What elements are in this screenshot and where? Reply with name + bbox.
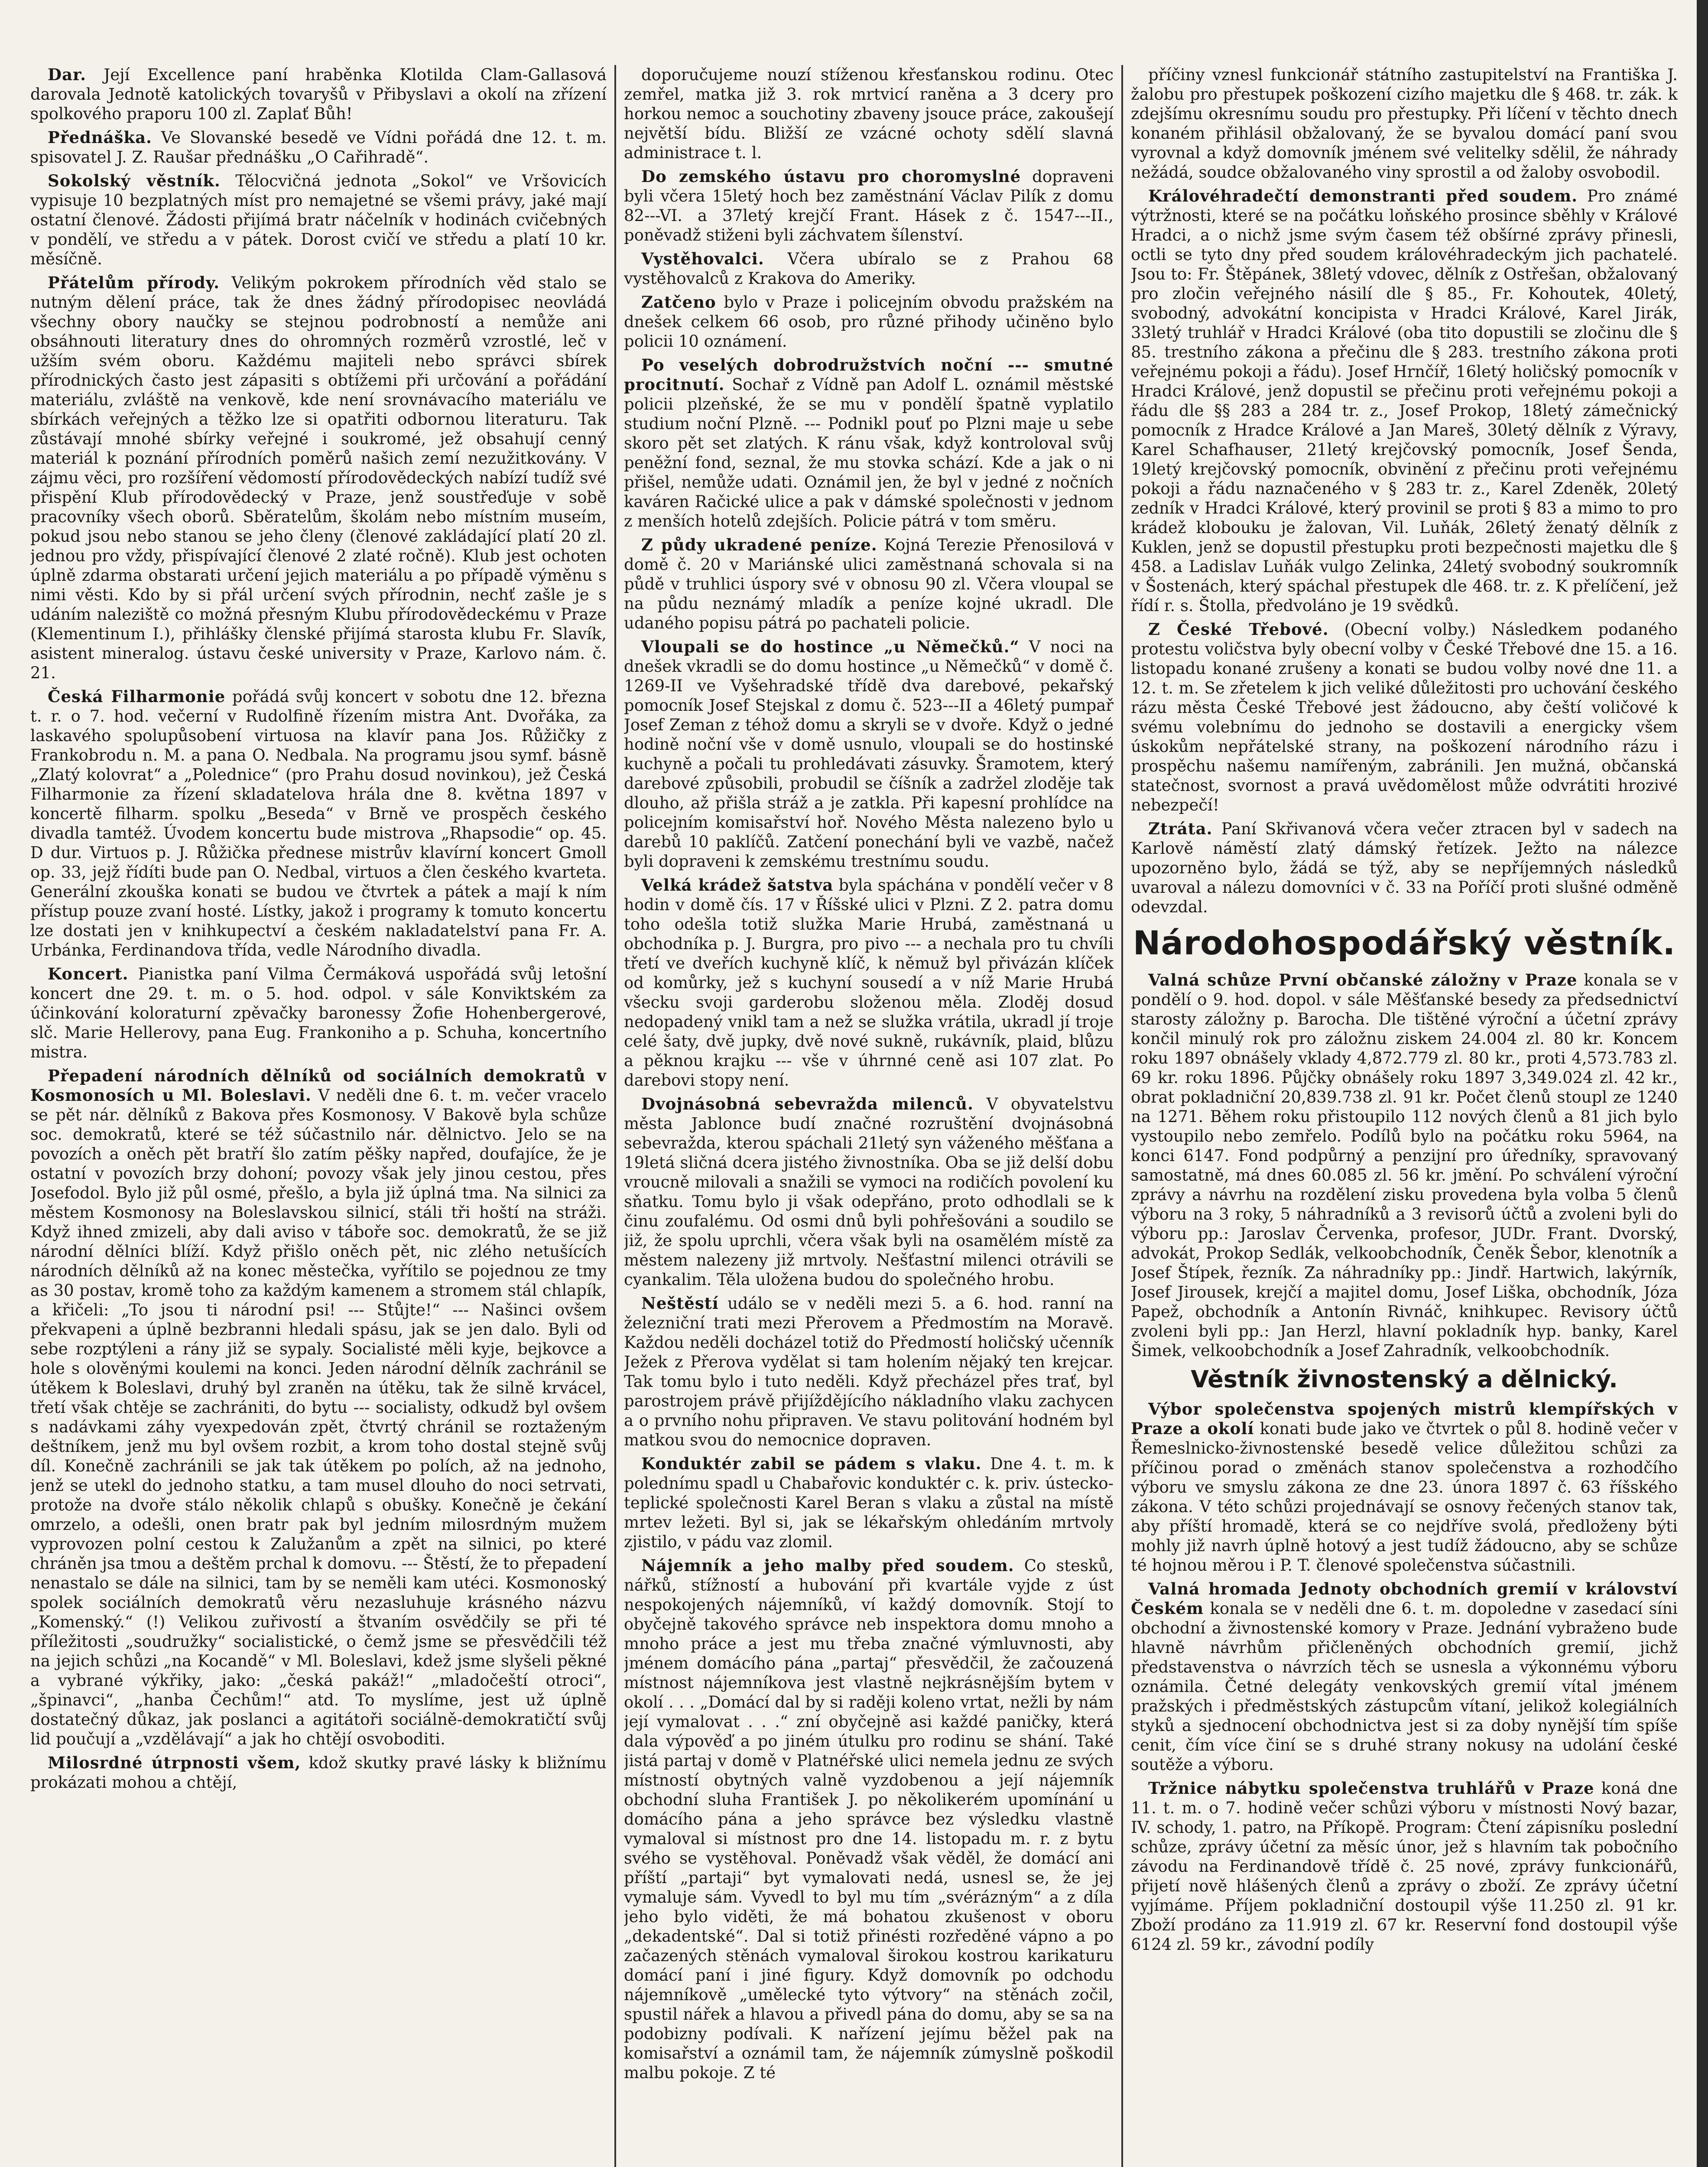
article-title: Vloupali se do hostince „u Němečků.“ bbox=[641, 637, 1020, 656]
article-body: doporučujeme nouzí stíženou křesťanskou rodinu. Otec zemřel, matka již 3. rok mrtvicí raněna a 3 dcery pro horkou nemoc a souchotiny zbaveny jsouce práce, zakoušejí největší bídu. Bližší ze vzácné ochoty sdělí slavná administrace t. l. bbox=[624, 65, 1114, 162]
article-body: dopraveni byli včera 15letý hoch bez zaměstnání Václav Pilík z domu 82---VI. a 37letý krejčí Frant. Hásek z č. 1547---II., poněvadž stiženi byli záchvatem šílenství. bbox=[624, 167, 1114, 244]
article-item bbox=[30, 171, 607, 269]
article-title: Přepadení národních dělníků od sociálních demokratů v Kosmonosích u Ml. Boleslavi. bbox=[30, 1066, 607, 1105]
article-body: Kojná Terezie Přenosilová v domě č. 20 v Mariánské ulici zaměstnaná schovala si na půdě v truhlici úspory své v obnosu 90 zl. Včera vloupal se na půdu neznámý mladík a peníze kojné ukradl. Dle udaného popisu pátrá po pachateli policie. bbox=[624, 536, 1114, 632]
article-body: V neděli dne 6. t. m. večer vracelo se pět nár. dělníků z Bakova přes Kosmonosy. V Bakově byla schůze soc. demokratů, které se též súčastnilo nár. dělnictvo. Jelo se na povozích a oněch pět bratří šlo zatím pěšky napřed, doufajíce, že je ostatní v povozích brzy dohoní; povozy však jely jinou cestou, přes Josefodol. Bylo již půl osmé, přešlo, a byla již úplná tma. Na silnici za městem Kosmonosy na Boleslavskou silnicí, stáli tři hoští na stráži. Když ihned zmizeli, aby dali aviso v táboře soc. demokratů, že se již národní dělníci blíží. Když přišlo oněch pět, nic zlého netušících národních dělníků až na konec městečka, vyřítilo se pojednou ze tmy as 30 postav, kromě toho za každým kamenem a stromem stál chlapík, a křičeli: „To jsou ti národní psi! --- Stůjte!“ --- Našinci ovšem překvapeni a úplně bezbranni hledali spásu, jak se jen dalo. Byli od sebe rozptýleni a rány již se sypaly. Socialisté měli kyje, bejkovce a hole s olověnými koulemi na konci. Jeden národní dělník zachránil se útěkem k Boleslavi, druhý byl zraněn na útěku, tak že silně krvácel, třetí však chtěje se zachrániti, do bytu --- socialisty, odkudž byl ovšem s nadávkami záhy vyexpedován zpět, čtvrtý chránil se roztaženým deštníkem, jenž mu byl ovšem rozbit, a krom toho dostal stejně svůj díl. Konečně zachránili se jak tak útěkem po polích, až na jednoho, jenž se utekl do jednoho statku, a tam musel dlouho do noci setrvati, protože na dvoře stálo několik chlapů s obušky. Konečně je čekání omrzelo, a odešli, onen bratr pak byl jedním milosrdným mužem vyprovozen polní cestou k Zalužanům a zpět na silnici, po které chráněn jsa tmou a deštěm prchal k domovu. --- Štěstí, že to přepadení nenastalo se dále na silnici, tam by se neměli kam utéci. Kosmonoský spolek sociálních demokratů věru nezasluhuje krásného názvu „Komenský.“ (!) Velikou zuřivostí a štvaním osvědčily se při té příležitosti „soudružky“ socialistické, o čemž jsme se přesvědčili též na jejich schůzi „na Kocandě“ v Ml. Boleslavi, kdež jsme slyšeli pěkné a vybrané výkřiky, jako: „česká pakáž!“ „mladočeští otroci“, „špinavci“, „hanba Čechům!“ atd. To myslíme, jest už úplně dostatečný důkaz, jak poslanci a agitátoři sociálně-demokratičtí svůj lid poučují a „vzdělávají“ a jak ho chtějí osvoboditi. bbox=[30, 1086, 607, 1748]
article-item bbox=[30, 273, 607, 683]
section-heading-economy: Národohospodářský věstník. bbox=[1133, 924, 1676, 962]
article-item bbox=[1131, 1399, 1678, 1575]
article-item bbox=[624, 1454, 1114, 1552]
column-3-economy bbox=[1131, 970, 1678, 1360]
article-title: Přátelům přírody. bbox=[48, 273, 220, 292]
article-item bbox=[624, 535, 1114, 633]
article-title: Tržnice nábytku společenstva truhlářů v Praze bbox=[1148, 1779, 1594, 1798]
column-rule bbox=[1121, 65, 1123, 2167]
article-body: konati bude jako ve čtvrtek o půl 8. hodině večer v Řemeslnicko-živnostenské besedě velice důležitou schůzi za příčinou porad o změnách stanov společenstva a rozhodčího výboru ve smyslu zákona ze dne 23. února 1897 č. 63 říšského zákona. V této schůzi projednávají se osnovy řečených stanov tak, aby příští hromadě, která se co nejdříve svolá, předloženy býti mohly již navrh úplně hotový a jest tudíž žádoucno, aby se schůze té hojnou měrou i P. T. členové společenstva súčastnili. bbox=[1131, 1419, 1678, 1575]
article-title: Výbor společenstva spojených mistrů klempířských v Praze a okolí bbox=[1131, 1399, 1678, 1438]
article-body: konala se v pondělí o 9. hod. dopol. v sále Měšťanské besedy za předsednictví starosty záložny p. Barocha. Dle tištěné výroční a účetní zprávy končil minulý rok pro záložnu ziskem 24.004 zl. 80 kr. Koncem roku 1897 obnášely vklady 4,872.779 zl. 80 kr., proti 4,573.783 zl. 69 kr. roku 1896. Půjčky obnášely roku 1897 3,349.024 zl. 42 kr., obrat pokladniční 20,839.738 zl. 91 kr. Počet členů stoupl ze 1240 na 1271. Během roku přistoupilo 112 nových členů a 81 jich bylo vystoupilo nebo zemřelo. Podílů bylo na počátku roku 5964, na konci 6147. Fond podpůrný a penzijní pro úředníky, spravovaný samostatně, má dnes 60.085 zl. 56 kr. jmění. Po schválení výroční zprávy a návrhu na rozdělení zisku provedena byla volba 5 členů výboru na 3 roky, 5 náhradníků a 3 revisorů účtů a zvoleni byli do výboru pp.: Jaroslav Červenka, profesor, JUDr. Frant. Dvorský, advokát, Prokop Sedlák, velkoobchodník, Čeněk Šebor, klenotník a Josef Štípek, řezník. Za náhradníky pp.: Jindř. Hartwich, lakýrník, Josef Jirousek, krejčí a majitel domu, Josef Liška, obchodník, Józa Papež, obchodník a Antonín Rivnáč, knihkupec. Revisory účtů zvoleni byli pp.: Jan Herzl, hlavní pokladník hyp. banky, Karel Šimek, velkoobchodník a Josef Zahradník, velkoobchodník. bbox=[1131, 971, 1678, 1360]
article-item bbox=[624, 293, 1114, 351]
column-2 bbox=[624, 65, 1114, 2167]
article-item bbox=[624, 1094, 1114, 1289]
column-1 bbox=[30, 65, 607, 2167]
article-body: Tělocvičná jednota „Sokol“ ve Vršovicích vypisuje 10 bezplatných míst pro nemajetné se všemi právy, jaké mají ostatní členové. Žádosti přijímá bratr náčelník v hodinách cvičebných v pondělí, ve středu a v pátek. Dorost cvičí ve středu a platí 10 kr. měsíčně. bbox=[30, 172, 607, 268]
article-item bbox=[1131, 186, 1678, 615]
article-title: Konduktér zabil se pádem s vlaku. bbox=[641, 1454, 982, 1473]
article-item bbox=[624, 637, 1114, 871]
article-body: Její Excellence paní hraběnka Klotilda Clam-Gallasová darovala Jednotě katolických tovaryšů v Přibyslavi a okolí na zřízení spolkového praporu 100 zl. Zaplať Bůh! bbox=[30, 65, 607, 123]
article-item bbox=[30, 1753, 607, 1792]
article-item bbox=[1131, 1579, 1678, 1774]
article-body: příčiny vznesl funkcionář státního zastupitelství na Františka J. žalobu pro přestupek poškození cizího majetku dle § 468. tr. zák. k zdejšímu okresnímu soudu pro přestupky. Při líčení v těchto dnech konaném přihlásil obžalovaný, že se byvalou domácí paní svou vyrovnal a když domovník jménem své velitelky sdělil, že náhrady nežádá, soudce obžalovaného viny sprostil a od žaloby osvobodil. bbox=[1131, 65, 1678, 182]
article-body: koná dne 11. t. m. o 7. hodině večer schůzi výboru v místnosti Nový bazar, IV. schody, 1. patro, na Příkopě. Program: Čtení zápisníku poslední schůze, zprávy účetní za měsíc únor, jež s hlavním tak pobočního závodu na Ferdinandově třídě č. 25 nové, zprávy funkcionářů, přijetí nově hlášených členů a zprávy o zboží. Ze zprávy účetní vyjímáme. Příjem pokladniční dostoupil výše 11.250 zl. 91 kr. Zboží prodáno za 11.919 zl. 67 kr. Reservní fond dostoupil výše 6124 zl. 59 kr., závodní podíly bbox=[1131, 1779, 1678, 1954]
article-title: Zatčeno bbox=[641, 293, 716, 312]
article-title: Po veselých dobrodružstvích noční --- smutné procitnutí. bbox=[624, 355, 1114, 394]
article-item bbox=[624, 1294, 1114, 1450]
article-title: Do zemského ústavu pro choromyslné bbox=[641, 167, 1021, 186]
article-body: konala se v neděli dne 6. t. m. dopoledne v zasedací síni obchodní a živnostenské komory v Praze. Jednání vybraženo bude hlavně návrhům přičleněných obchodních gremií, jichž představenstva o návrzích těch se usnesla a výkonnému výboru oznámila. Četné delegáty venkovských gremií vítal jménem pražských i předměstských zástupcům vítaní, jelikož kolegiálních styků a sjednocení obchodnictva jest si za doby nynější tím spíše cenit, čím více činí se s druhé strany nokusy na udolání české soutěže a výboru. bbox=[1131, 1599, 1678, 1774]
article-title: Nájemník a jeho malby před soudem. bbox=[641, 1556, 1014, 1575]
article-title: Milosrdné útrpnosti všem, bbox=[48, 1753, 301, 1772]
article-body: V obyvatelstvu města Jablonce budí značné rozruštění dvojnásobná sebevražda, kterou spáchali 21letý syn váženého měšťana a 19letá sličná dcera jistého živnostníka. Oba se již delší dobu vroucně milovali a snažili se vymoci na rodičích povolení ku sňatku. Tomu bylo ji však odepřáno, proto odhodlali se k činu zoufalému. Od osmi dnů byli pohřešováni a soudilo se již, že spolu uprchli, včera však byli na osamělém místě za městem nalezeny již mrtvoly. Nešťastní milenci otrávili se cyankalim. Těla uložena budou do společného hrobu. bbox=[624, 1095, 1114, 1289]
article-title: Z České Třebové. bbox=[1148, 620, 1329, 639]
article-body: Co stesků, nářků, stížností a hubování při kvartále vyjde z úst nespokojených nájemníků, ví každý domovník. Stojí to obyčejně takového správce neb inspektora domu mnoho a mnoho práce a jest mu třeba značné výmluvnosti, aby jménem domácího pána „partaj“ přesvědčil, že začouzená místnost nájemníkova jest vlastně nejkrásnějším bytem v okolí . . . „Domácí dal by si raději koleno vrtat, nežli by nám její vymalovat . . .“ zní obyčejně asi každé paničky, která dala výpověď a po jiném útulku pro rodinu se shání. Také jistá partaj v domě v Platnéřské ulici nemela jednu ze svých místností obytných valně vyzdobenou a její nájemník obchodní sluha František J. po několikerém upomínání u domácího pána a jeho správce bez výsledku vlastně vymaloval si místnost pro dne 14. listopadu m. r. z bytu svého se vystěhoval. Poněvadž však věděl, že domácí ani příští „partaji“ byt vymalovati nedá, usnesl se, že jej vymaluje sám. Vyvedl to byl mu tím „svérázným“ a z díla jeho bylo viděti, že má bohatou zkušenost v oboru „dekadentské“. Dal si totiž přinésti rozředěné vápno a po začazených stěnách vymaloval širokou kostrou karikaturu domácí paní i jiné figury. Když domovník po odchodu nájemníkově „umělecké tyto výtvory“ na stěnách zočil, spustil nářek a hlavou a přivedl pána do domu, aby se sa na podobizny podívali. K nařízení jejímu běžel pak na komisařství a oznámil tam, že nájemník zúmyslně poškodil malbu pokoje. Z té bbox=[624, 1556, 1114, 2082]
article-body: Paní Skřivanová včera večer ztracen byl v sadech na Karlově náměstí zlatý dámský řetízek. Ježto na nálezce upozorněno bylo, žádá se týž, aby se nepříjemných následků uvaroval a nálezu domovníci v č. 33 na Poříčí proti slušné odměně odevzdal. bbox=[1131, 820, 1678, 916]
article-item bbox=[624, 1556, 1114, 2082]
column-3 bbox=[1131, 65, 1678, 2167]
article-body: (Obecní volby.) Následkem podaného protestu voličstva byly obecní volby v České Třebové dne 15. a 16. listopadu konané zrušeny a konati se budou volby nové dne 11. a 12. t. m. Se zřetelem k jich veliké důležitosti pro uchování českého rázu města České Třebové jest žádoucno, aby čeští voličové k svému volebnímu do jednoho se dostavili a energicky všem úskokům nepřátelské strany, na poškození národního rázu i prospěchu našemu namířeným, zabránili. Jen mužná, občanská statečnost, svornost a pravá uvědomělost může odvrátiti hrozivé nebezpečí! bbox=[1131, 620, 1678, 814]
article-title: Z půdy ukradené peníze. bbox=[641, 535, 877, 554]
page-edge-bar bbox=[1697, 0, 1708, 2167]
article-title: Valná schůze První občanské záložny v Praze bbox=[1148, 970, 1578, 989]
article-title: Vystěhovalci. bbox=[641, 249, 764, 268]
article-body: Dne 4. t. m. k polednímu spadl u Chabařovic konduktér c. k. priv. ústecko-teplické společnosti Karel Beran s vlaku a zůstal na místě mrtev ležeti. Byl si, jak se lékařským ohledáním mrtvoly zjistilo, v pádu vaz zlomil. bbox=[624, 1454, 1114, 1551]
article-title: Sokolský věstník. bbox=[48, 171, 221, 190]
article-item bbox=[624, 167, 1114, 245]
article-body: Pro známé výtržnosti, které se na počátku loňského prosince sběhly v Králové Hradci, a o nichž jsme svým časem též obšírné zprávy přinesli, octli se tyto dny před soudem královéhradeckým jich pachatelé. Jsou to: Fr. Štěpánek, 38letý vdovec, dělník z Ostřešan, obžalovaný pro zločin veřejného násilí dle § 85., Fr. Kohoutek, 40letý, svobodný, advokátní koncipista v Hradci Králové, Karel Jirák, 33letý truhlář v Hradci Králové (oba tito dopustili se zločinu dle § 85. trestního zákona a přečinu dle § 283. trestního zákona proti veřejnému pokoji a řádu). Josef Hrnčíř, 16letý holičský pomocník v Hradci Králové, jenž dopustil se přečinu proti veřejnému pokoji a řádu dle §§ 283 a 284 tr. z., Josef Prokop, 18letý zámečnický pomocník z Hradce Králové a Jan Mareš, 30letý dělník z Výravy, Karel Schafhauser, 21letý krejčovský pomocník, Josef Šenda, 19letý krejčovský pomocník, obvinění z přečinu proti veřejnému pokoji a řádu naznačeného v § 283 tr. z., Karel Zdeněk, 20letý zedník v Hradci Králové, který provinil se proti § 83 a mimo to pro krádež klobouku je žalovan, Vil. Luňák, 26letý ženatý dělník z Kuklen, jenž se dopustil přestupku proti bezpečnosti majetku dle § 458. a Ladislav Luňák vulgo Zelinka, 24letý svobodný soukromník v Šostenách, který spáchal přestupek dle 468. tr. z. K přelíčení, jež řídí r. s. Štolla, předvoláno je 19 svědků. bbox=[1131, 187, 1678, 615]
article-item bbox=[30, 1066, 607, 1749]
article-body: bylo v Praze i policejním obvodu pražském na dnešek celkem 66 osob, pro různé přihody učiněno bylo policii 10 oznámení. bbox=[624, 293, 1114, 351]
article-item bbox=[30, 687, 607, 960]
article-item bbox=[1131, 620, 1678, 815]
article-item bbox=[1131, 970, 1678, 1360]
section-heading-trade: Věstník živnostenský a dělnický. bbox=[1191, 1366, 1618, 1393]
article-title: Velká krádež šatstva bbox=[641, 875, 834, 895]
article-item bbox=[624, 875, 1114, 1090]
article-body: Sochař z Vídně pan Adolf L. oznámil městské policii plzeňské, že se mu v pondělí špatně vyplatilo studium noční Plzně. --- Podnikl pouť po Plzni maje u sebe skoro pět set zlatých. K ránu však, když kontroloval svůj peněžní fond, seznal, že mu stovka schází. Kde a jak o ni přišel, nemůže udati. Oznámil jen, že byl v jedné z nočních kaváren Račické ulice a pak v dámské společnosti v jednom z menších hotelů zdejších. Policie pátrá v tom směru. bbox=[624, 375, 1114, 530]
article-title: Neštěstí bbox=[641, 1294, 719, 1313]
article-item bbox=[624, 65, 1114, 163]
article-title: Dvojnásobná sebevražda milenců. bbox=[641, 1094, 974, 1113]
article-title: Ztráta. bbox=[1148, 819, 1213, 838]
article-title: Dar. bbox=[48, 65, 87, 84]
article-body: Pianistka paní Vilma Čermáková uspořádá svůj letošní koncert dne 29. t. m. o 5. hod. odpol. v sále Konviktském za účinkování koloraturní zpěvačky baronessy Žofie Hohenbergerové, slč. Marie Hellerovy, pana Eug. Frankoniho a p. Schuha, koncertního mistra. bbox=[30, 965, 607, 1061]
article-item bbox=[624, 249, 1114, 288]
article-item bbox=[624, 355, 1114, 531]
article-item bbox=[1131, 65, 1678, 182]
article-body: Ve Slovanské besedě ve Vídni pořádá dne 12. t. m. spisovatel J. Z. Raušar přednášku „O Cařihradě“. bbox=[30, 128, 607, 166]
column-rule bbox=[614, 65, 616, 2167]
article-title: Přednáška. bbox=[48, 128, 152, 147]
article-title: Koncert. bbox=[48, 964, 129, 983]
article-item bbox=[30, 964, 607, 1062]
article-body: Velikým pokrokem přírodních věd stalo se nutným dělení práce, tak že dnes žádný přírodopisec neovládá všechny obory naučky se stejnou podrobností a nemůže ani obsáhnouti literatury dnes do ohromných rozměrů vzrostlé, leč v užším svém oboru. Každému majiteli nebo správci sbírek přírodnických často jest zápasiti s obtížemi při určování a pořádání materiálu, zvláště na venkově, kde není srovnávacího materiálu ve sbírkách veřejných a těžko lze si opatřiti odbornou literaturu. Tak zůstávají mnohé sbírky veřejné i soukromé, jež obsahují cenný materiál k poznání přírodních poměrů našich zemí nezužitkovány. V zájmu věci, pro rozšíření vědomostí přírodovědeckých nabízí tudíž své přispění Klub přírodovědecký v Praze, jenž soustřeďuje v sobě pracovníky všech oborů. Sběratelům, školám nebo místním museím, pokud jsou nebo stanou se jeho členy (členové zakládající platí 20 zl. jednou pro vždy, přispívající členové 2 zlaté ročně). Klub jest ochoten úplně zdarma obstarati určení jejich materiálu a po případě výměnu s nimi věsti. Kdo by si přál určení svých přírodnin, nechť zašle je s udáním naleziště co možná přesným Klubu přírodovědeckému v Praze (Klementinum I.), přihlášky členské přijímá starosta klubu Fr. Slavík, asistent mineralog. ústavu české university v Praze, Karlovo nám. č. 21. bbox=[30, 273, 607, 682]
article-body: V noci na dnešek vkradli se do domu hostince „u Němečků“ v domě č. 1269-II ve Vyšehradské třídě dva darebové, pekařský pomocník Josef Stejskal z domu č. 523---II a 46letý pumpař Josef Zeman z téhož domu a skryli se v dvoře. Když o jedné hodině noční vše v domě usnulo, vloupali se do hostinské kuchyně a počali tu prohledávati zásuvky. Šramotem, který darebové způsobili, probudil se číšník a zadržel zloděje tak dlouho, až přišla stráž a je zatkla. Při kapesní prohlídce na policejním komisařství hoř. Nového Města nalezeno bylo u darebů 10 paklíčů. Zatčení ponechání byli ve vazbě, načež byli dopraveni k zemskému trestnímu soudu. bbox=[624, 638, 1114, 871]
article-item bbox=[1131, 819, 1678, 917]
article-body: kdož skutky pravé lásky k bližnímu prokázati mohou a chtějí, bbox=[30, 1754, 607, 1792]
article-title: Česká Filharmonie bbox=[48, 687, 226, 706]
article-body: událo se v neděli mezi 5. a 6. hod. ranní na železniční trati mezi Přerovem a Předmostím na Moravě. Každou neděli docházel totiž do Předmostí holičský učenník Ježek z Přerova vydělat si tam holením nějaký ten krejcar. Tak tomu bylo i tuto neděli. Když přecházel přes trať, byl parostrojem právě přijíždějícího nákladního vlaku zachycen a o prvního nohu připraven. Ve stavu politování hodném byl matkou svou do nemocnice dopraven. bbox=[624, 1294, 1114, 1449]
article-title: Královéhradečtí demonstranti před soudem. bbox=[1148, 186, 1578, 205]
article-item bbox=[30, 65, 607, 124]
column-3-trade bbox=[1131, 1399, 1678, 1954]
article-body: pořádá svůj koncert v sobotu dne 12. března t. r. o 7. hod. večerní v Rudolfině řízením mistra Ant. Dvořáka, za laskavého spolupůsobení virtuosa na klavír pana Jos. Růžičky z Frankobrodu n. M. a pana O. Nedbala. Na programu jsou symf. básně „Zlatý kolovrat“ a „Polednice“ (pro Prahu dosud novinkou), jež Česká Filharmonie za řízení skladatelova hrála dne 8. května 1897 v koncertě filharm. spolku „Beseda“ v Brně ve prospěch českého divadla tamtéž. Úvodem koncertu bude mistrova „Rhapsodie“ op. 45. D dur. Virtuos p. J. Růžička přednese mistrův klavírní koncert Gmoll op. 33, jejž řídíti bude pan O. Nedbal, virtuos a člen českého kvarteta. Generální zkouška konati se budou ve čtvrtek a pátek a mají k ním přístup pouze zvaní hosté. Lístky, jakož i programy k tomuto koncertu lze dostati jen v knihkupectví a českém nakladatelství pana Fr. A. Urbánka, Ferdinandova třída, vedle Národního divadla. bbox=[30, 687, 607, 960]
article-body: Včera ubíralo se z Prahou 68 vystěhovalců z Krakova do Ameriky. bbox=[624, 250, 1114, 288]
article-body: byla spáchána v pondělí večer v 8 hodin v domě čís. 17 v Říšské ulici v Plzni. Z 2. patra domu toho odešla totiž služka Marie Hrubá, zaměstnaná u obchodníka p. J. Burgra, pro pivo --- a nechala pro tu chvíli třetí ve dveřích kuchyně klíč, k němuž byl přivázán klíček od komůrky, jež s kuchyní sousedí a v níž Marie Hrubá všecku svoji garderobu složenou měla. Zloděj dosud nedopadený vnikl tam a než se služka vrátila, ukradl jí troje celé šaty, dvě jupky, dvě nové sukně, rukávník, plaid, blůzu a pěknou krajku --- vše v úhrnné ceně asi 107 zlat. Po darebovi stopy není. bbox=[624, 876, 1114, 1090]
column-3-news bbox=[1131, 65, 1678, 917]
article-title: Valná hromada Jednoty obchodních gremií v království Českém bbox=[1131, 1579, 1678, 1618]
article-item bbox=[30, 128, 607, 167]
article-item bbox=[1131, 1779, 1678, 1954]
